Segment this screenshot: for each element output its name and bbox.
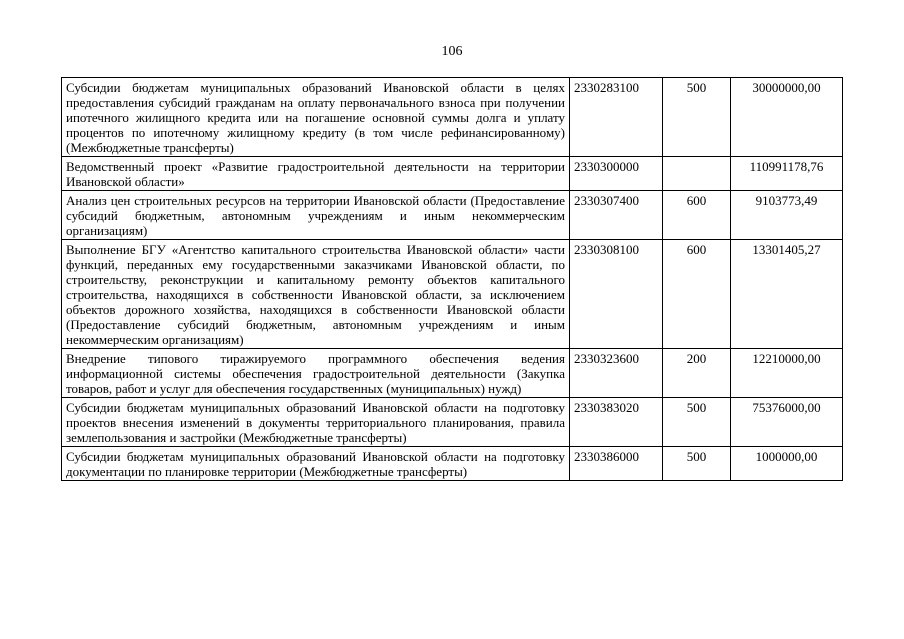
target-code-cell: 2330308100: [570, 240, 663, 349]
table-row: [62, 447, 843, 481]
table-row: [62, 240, 843, 349]
expense-name-cell: Субсидии бюджетам муниципальных образований Ивановской области на подготовку проектов внесения изменений в документы территориального планирования, правила землепользования и застройки (Межбюджетные трансферты): [62, 398, 570, 447]
budget-table: [61, 77, 843, 481]
page-number: 106: [441, 44, 463, 59]
amount-cell: 75376000,00: [731, 398, 843, 447]
table-row: [62, 349, 843, 398]
expense-type-cell: 200: [663, 349, 731, 398]
expense-name-cell: Субсидии бюджетам муниципальных образований Ивановской области в целях предоставления субсидий гражданам на оплату первоначального взноса при получении ипотечного жилищного кредита или на погашение основной суммы долга и уплату процентов по ипотечному жилищному кредиту (в том числе рефинансированному) (Межбюджетные трансферты): [62, 78, 570, 157]
expense-name-cell: Анализ цен строительных ресурсов на территории Ивановской области (Предоставление субсидий бюджетным, автономным учреждениям и иным некоммерческим организациям): [62, 191, 570, 240]
expense-type-cell: 500: [663, 78, 731, 157]
target-code-cell: 2330300000: [570, 157, 663, 191]
expense-type-cell: 500: [663, 447, 731, 481]
expense-name-cell: Выполнение БГУ «Агентство капитального строительства Ивановской области» части функций, переданных ему государственными заказчиками Ивановской области, по строительству, реконструкции и капитальному ремонту объектов капитального строительства, находящихся в собственности Ивановской области, за исключением объектов дорожного хозяйства, находящихся в собственности Ивановской области (Предоставление субсидий бюджетным, автономным учреждениям и иным некоммерческим организациям): [62, 240, 570, 349]
table-row: [62, 398, 843, 447]
table-row: [62, 191, 843, 240]
target-code-cell: 2330386000: [570, 447, 663, 481]
expense-name-cell: Субсидии бюджетам муниципальных образований Ивановской области на подготовку документации по планировке территории (Межбюджетные трансферты): [62, 447, 570, 481]
amount-cell: 9103773,49: [731, 191, 843, 240]
amount-cell: 110991178,76: [731, 157, 843, 191]
amount-cell: 13301405,27: [731, 240, 843, 349]
expense-type-cell: [663, 157, 731, 191]
expense-name-cell: Ведомственный проект «Развитие градостроительной деятельности на территории Ивановской области»: [62, 157, 570, 191]
target-code-cell: 2330283100: [570, 78, 663, 157]
amount-cell: 30000000,00: [731, 78, 843, 157]
target-code-cell: 2330323600: [570, 349, 663, 398]
table-row: [62, 78, 843, 157]
expense-type-cell: 600: [663, 191, 731, 240]
table-row: [62, 157, 843, 191]
expense-type-cell: 600: [663, 240, 731, 349]
amount-cell: 12210000,00: [731, 349, 843, 398]
expense-type-cell: 500: [663, 398, 731, 447]
target-code-cell: 2330307400: [570, 191, 663, 240]
target-code-cell: 2330383020: [570, 398, 663, 447]
expense-name-cell: Внедрение типового тиражируемого программного обеспечения ведения информационной системы обеспечения градостроительной деятельности (Закупка товаров, работ и услуг для обеспечения государственных (муниципальных) нужд): [62, 349, 570, 398]
amount-cell: 1000000,00: [731, 447, 843, 481]
